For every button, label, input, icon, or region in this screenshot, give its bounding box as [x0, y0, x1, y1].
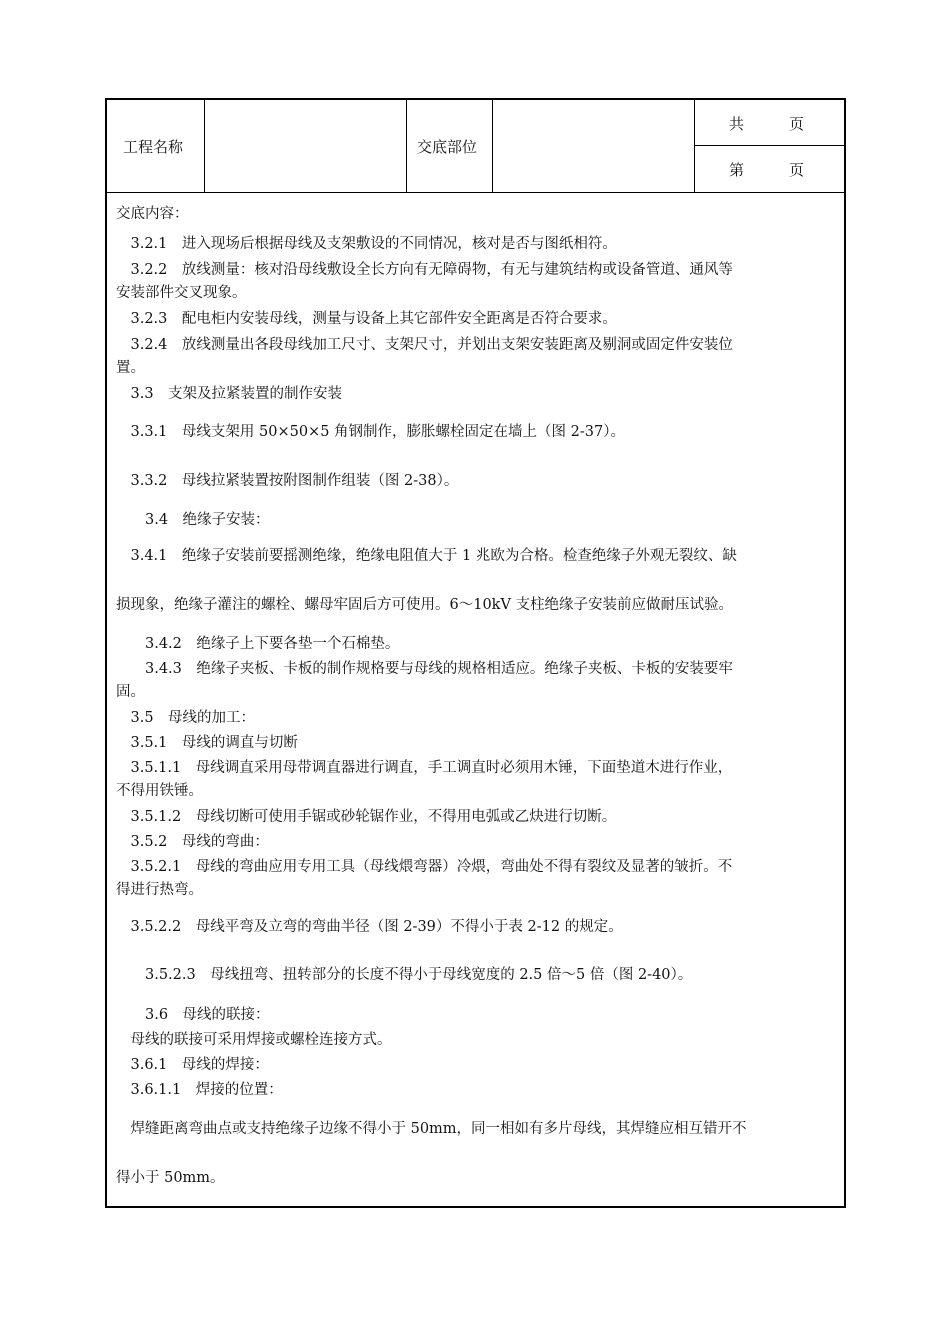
- content-line: 3.5.2.1 母线的弯曲应用专用工具（母线煨弯器）冷煨，弯曲处不得有裂纹及显著的皱折。不: [116, 859, 733, 875]
- divider: [204, 100, 205, 192]
- content-line: 3.2.3 配电柜内安装母线，测量与设备上其它部件安全距离是否符合要求。: [116, 311, 617, 327]
- divider: [694, 100, 695, 192]
- content-line: 3.2.4 放线测量出各段母线加工尺寸、支架尺寸，并划出支架安装距离及剔洞或固定件安装位: [116, 337, 733, 353]
- divider: [406, 100, 407, 192]
- content-line: 3.4 绝缘子安装：: [116, 512, 270, 528]
- content-line: 固。: [116, 684, 145, 700]
- form-header: [107, 100, 844, 193]
- content-line: 3.4.2 绝缘子上下要各垫一个石棉垫。: [116, 636, 400, 652]
- content-line: 安装部件交叉现象。: [116, 285, 247, 301]
- content-line: 3.3 支架及拉紧装置的制作安装: [116, 386, 343, 402]
- content-line: 3.5 母线的加工：: [116, 710, 256, 726]
- content-heading: 交底内容：: [116, 206, 189, 222]
- content-line: 3.5.1 母线的调直与切断: [116, 735, 298, 751]
- content-line: 3.6 母线的联接：: [116, 1007, 270, 1023]
- content-line: 3.5.1.2 母线切断可使用手锯或砂轮锯作业，不得用电弧或乙炔进行切断。: [116, 809, 617, 825]
- content-line: 置。: [116, 360, 145, 376]
- handover-part-label: 交底部位: [417, 138, 478, 156]
- project-name-label: 工程名称: [123, 138, 184, 156]
- content-line: 3.3.2 母线拉紧装置按附图制作组装（图 2-38）。: [116, 473, 459, 489]
- page-number-label: 第 页: [729, 161, 805, 179]
- handover-form: [105, 98, 846, 1208]
- content-line: 3.3.1 母线支架用 50×50×5 角钢制作，膨胀螺栓固定在墙上（图 2-37）。: [116, 424, 625, 440]
- content-line: 3.5.2.2 母线平弯及立弯的弯曲半径（图 2-39）不得小于表 2-12 的规定。: [116, 919, 623, 935]
- content-line: 损现象，绝缘子灌注的螺栓、螺母牢固后方可使用。6～10kV 支柱绝缘子安装前应做耐压试验。: [116, 597, 734, 613]
- content-line: 母线的联接可采用焊接或螺栓连接方式。: [116, 1032, 392, 1048]
- divider: [694, 145, 844, 146]
- content-line: 不得用铁锤。: [116, 783, 203, 799]
- content-line: 3.6.1.1 焊接的位置：: [116, 1082, 283, 1098]
- content-line: 焊缝距离弯曲点或支持绝缘子边缘不得小于 50mm，同一相如有多片母线，其焊缝应相互错开不: [116, 1121, 747, 1137]
- content-line: 3.5.2 母线的弯曲：: [116, 834, 269, 850]
- content-line: 得小于 50mm。: [116, 1170, 225, 1186]
- content-line: 得进行热弯。: [116, 882, 203, 898]
- content-line: 3.6.1 母线的焊接：: [116, 1057, 269, 1073]
- content-line: 3.2.2 放线测量：核对沿母线敷设全长方向有无障碍物，有无与建筑结构或设备管道、通风等: [116, 262, 733, 278]
- content-line: 3.4.3 绝缘子夹板、卡板的制作规格要与母线的规格相适应。绝缘子夹板、卡板的安装要牢: [116, 661, 733, 677]
- content-line: 3.4.1 绝缘子安装前要摇测绝缘，绝缘电阻值大于 1 兆欧为合格。检查绝缘子外观无裂纹、缺: [116, 548, 737, 564]
- content-line: 3.5.1.1 母线调直采用母带调直器进行调直，手工调直时必须用木锤，下面垫道木进行作业，: [116, 760, 733, 776]
- content-line: 3.5.2.3 母线扭弯、扭转部分的长度不得小于母线宽度的 2.5 倍～5 倍（图 2-40）。: [116, 967, 693, 983]
- divider: [492, 100, 493, 192]
- total-pages-label: 共 页: [729, 115, 805, 133]
- content-line: 3.2.1 进入现场后根据母线及支架敷设的不同情况，核对是否与图纸相符。: [116, 236, 617, 252]
